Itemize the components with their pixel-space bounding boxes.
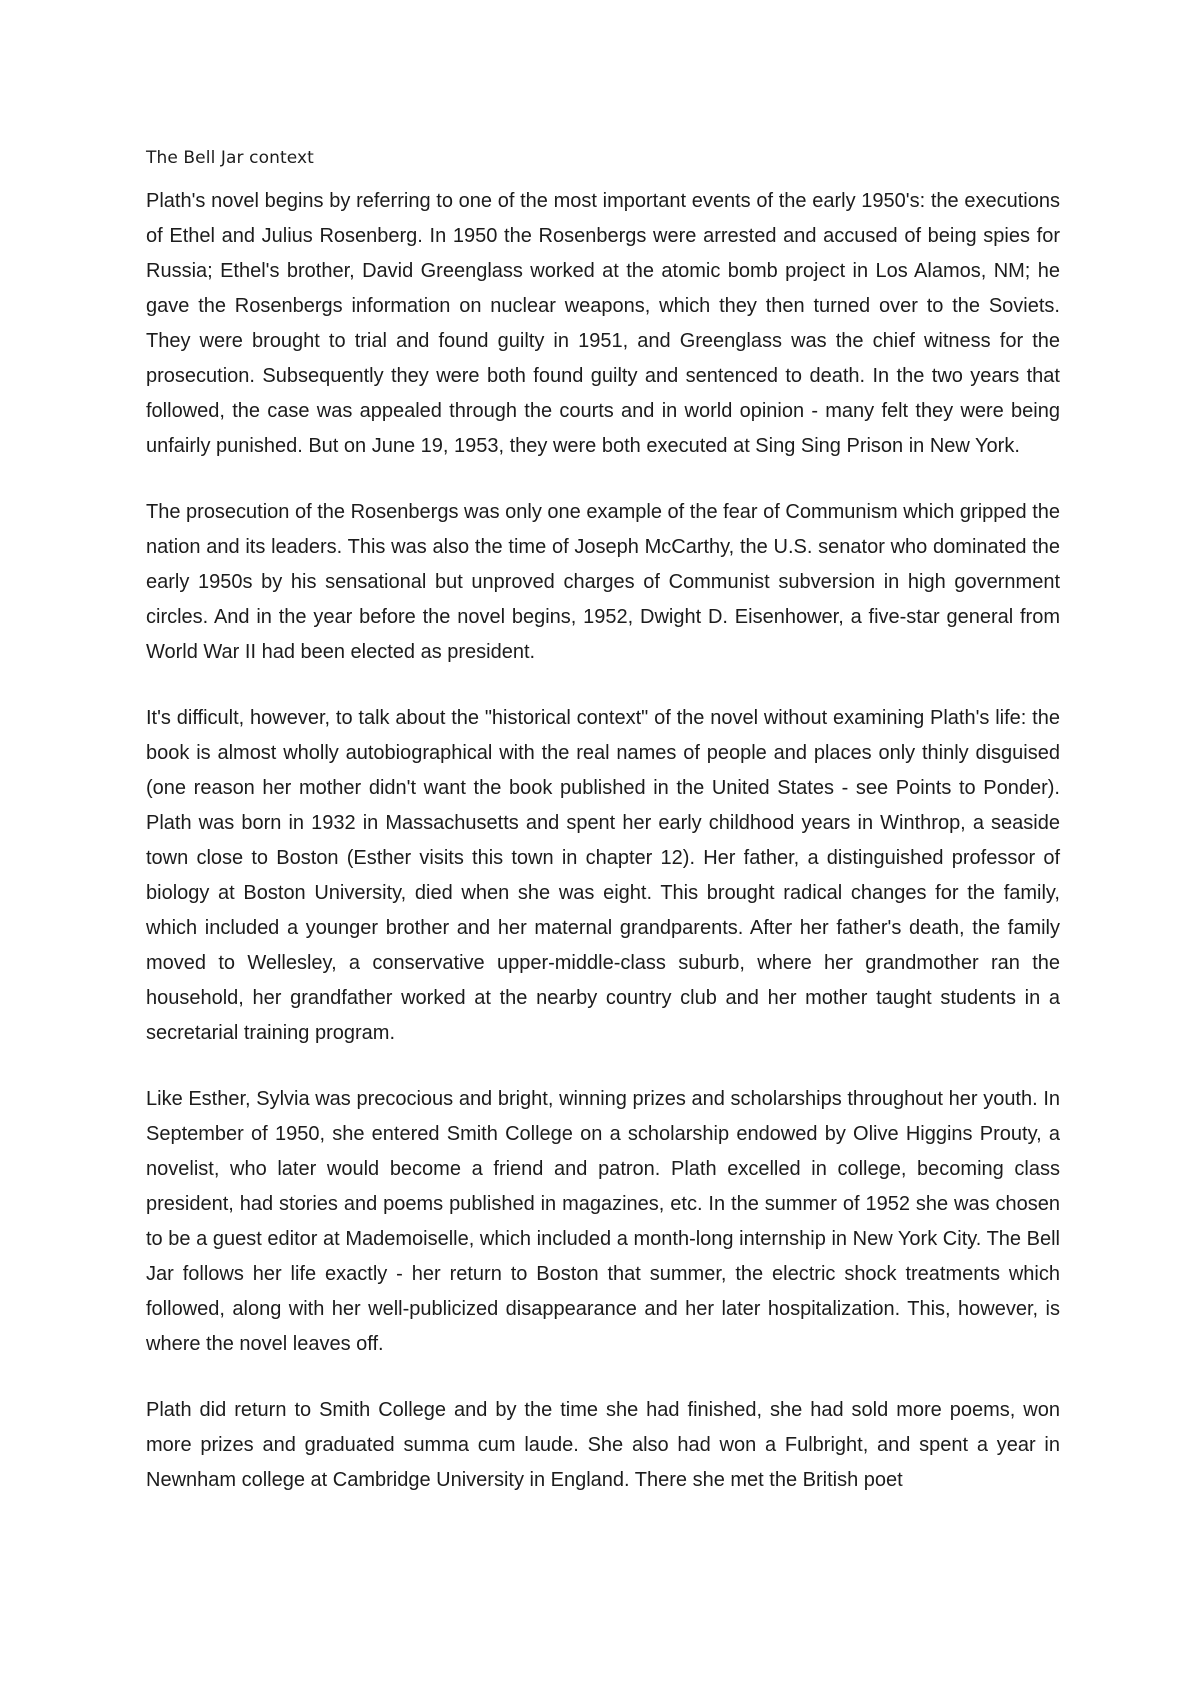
paragraph-rosenberg-executions: Plath's novel begins by referring to one of the most important events of the early 1950's: the executions of Ethel and Julius Rosenberg. In 1950 the Rosenbergs were arrested and accused of being spies for Russia; Ethel's brother, David Greenglass worked at the atomic bomb project in Los Alamos, NM; he gave the Rosenbergs information on nuclear weapons, which they then turned over to the Soviets. They were brought to trial and found guilty in 1951, and Greenglass was the chief witness for the prosecution. Subsequently they were both found guilty and sentenced to death. In the two years that followed, the case was appealed through the courts and in world opinion - many felt they were being unfairly punished. But on June 19, 1953, they were both executed at Sing Sing Prison in New York. xyxy=(146,190,1060,457)
paragraph-cambridge: Plath did return to Smith College and by the time she had finished, she had sold more poems, won more prizes and graduated summa cum laude. She also had won a Fulbright, and spent a year in Newnham college at Cambridge University in England. There she met the British poet xyxy=(146,1399,1060,1491)
paragraph-plath-early-life: It's difficult, however, to talk about the "historical context" of the novel without examining Plath's life: the book is almost wholly autobiographical with the real names of people and places only thinly disguised (one reason her mother didn't want the book published in the United States - see Points to Ponder). Plath was born in 1932 in Massachusetts and spent her early childhood years in Winthrop, a seaside town close to Boston (Esther visits this town in chapter 12). Her father, a distinguished professor of biology at Boston University, died when she was eight. This brought radical changes for the family, which included a younger brother and her maternal grandparents. After her father's death, the family moved to Wellesley, a conservative upper-middle-class suburb, where her grandmother ran the household, her grandfather worked at the nearby country club and her mother taught students in a secretarial training program. xyxy=(146,707,1060,1044)
paragraph-smith-college: Like Esther, Sylvia was precocious and bright, winning prizes and scholarships throughout her youth. In September of 1950, she entered Smith College on a scholarship endowed by Olive Higgins Prouty, a novelist, who later would become a friend and patron. Plath excelled in college, becoming class president, had stories and poems published in magazines, etc. In the summer of 1952 she was chosen to be a guest editor at Mademoiselle, which included a month-long internship in New York City. The Bell Jar follows her life exactly - her return to Boston that summer, the electric shock treatments which followed, along with her well-publicized disappearance and her later hospitalization. This, however, is where the novel leaves off. xyxy=(146,1088,1060,1355)
paragraph-fear-of-communism: The prosecution of the Rosenbergs was only one example of the fear of Communism which gripped the nation and its leaders. This was also the time of Joseph McCarthy, the U.S. senator who dominated the early 1950s by his sensational but unproved charges of Communist subversion in high government circles. And in the year before the novel begins, 1952, Dwight D. Eisenhower, a five-star general from World War II had been elected as president. xyxy=(146,501,1060,663)
document-body xyxy=(146,146,1060,1529)
document-title: The Bell Jar context xyxy=(146,148,314,168)
